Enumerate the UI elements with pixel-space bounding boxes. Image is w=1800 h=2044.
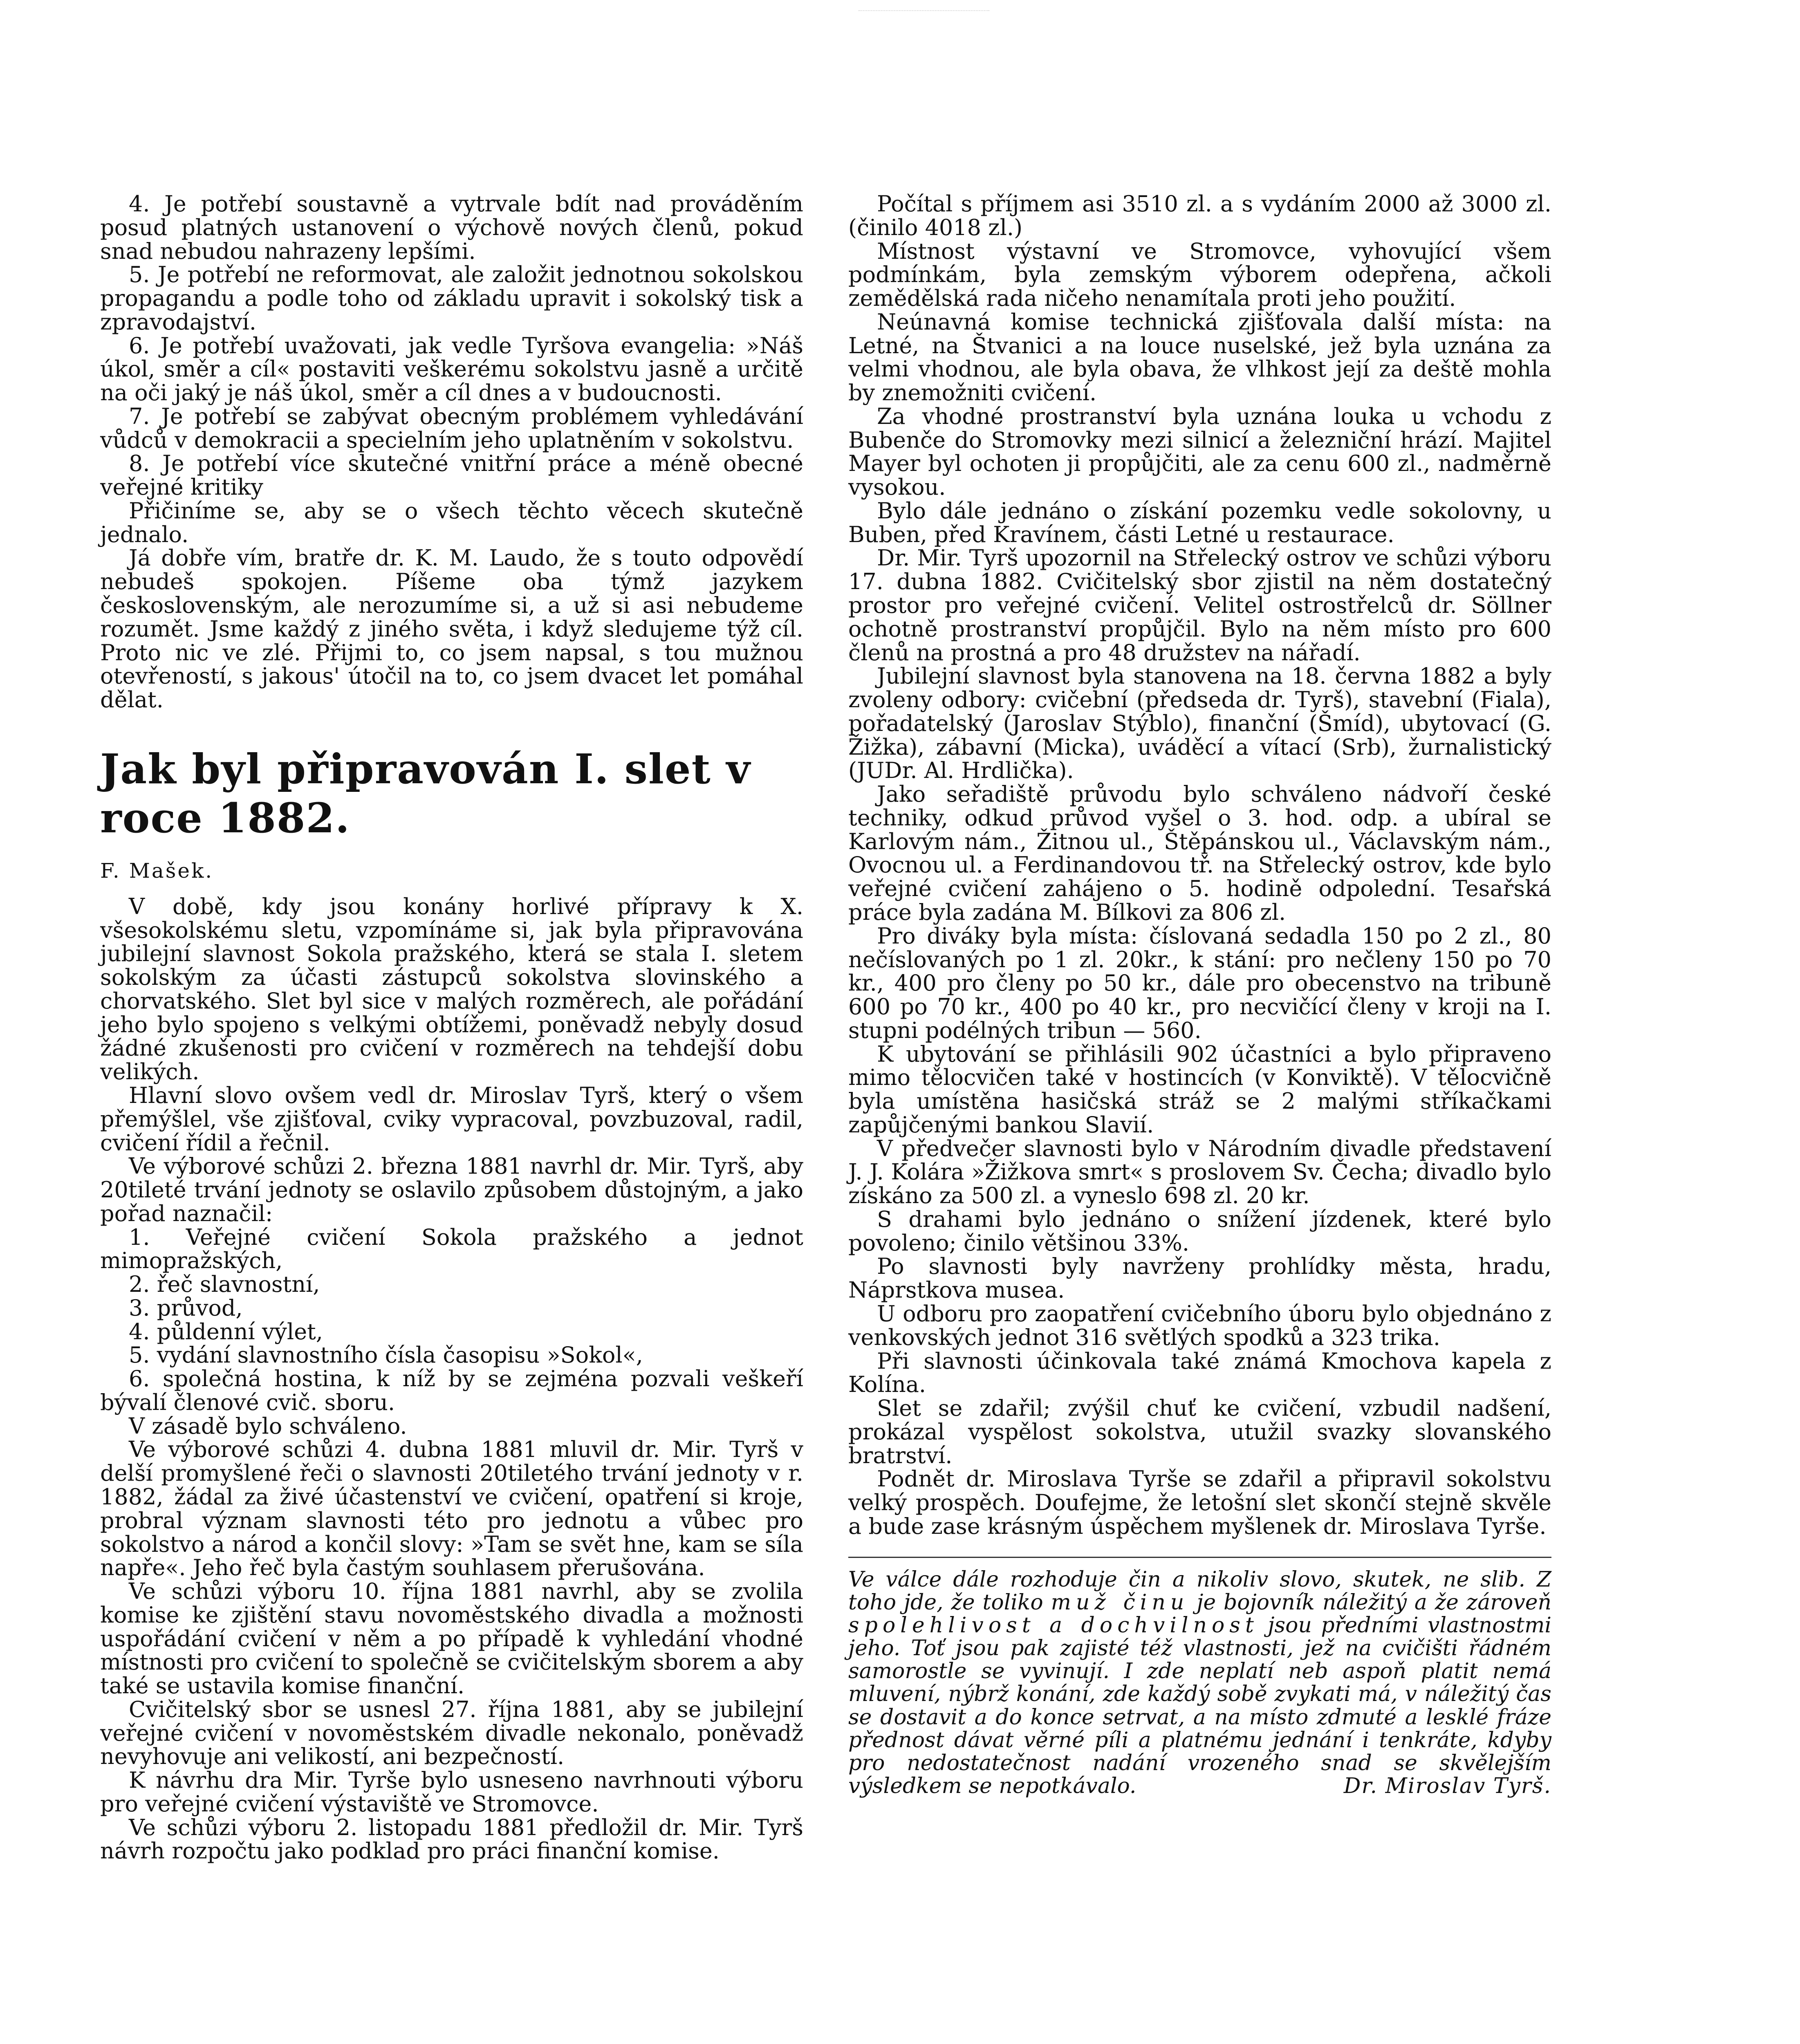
left-column: [100, 192, 803, 1863]
paragraph: Pro diváky byla místa: číslovaná sedadla 150 po 2 zl., 80 nečíslovaných po 1 zl. 20kr., k stání: pro nečleny 150 po 70 kr., 400 pro členy po 50 kr., dále pro obecenstvo na tribuně 600 po 70 kr., 400 po 40 kr., pro necvičící členy v kroji na I. stupni podélných tribun — 560.: [848, 923, 1551, 1043]
paragraph: K návrhu dra Mir. Tyrše bylo usneseno navrhnouti výboru pro veřejné cvičení výstaviště ve Stromovce.: [100, 1767, 803, 1817]
quote-emphasis: muž činu: [1051, 1590, 1189, 1615]
paragraph: Ve výborové schůzi 4. dubna 1881 mluvil dr. Mir. Tyrš v delší promyšlené řeči o slavnosti 20tiletého trvání jednoty v r. 1882, žádal za živé účastenství ve cvičení, opatření si kroje, probral význam slavnosti této pro jednotu a vůbec pro sokolstvo a národ a končil slovy: »Tam se svět hne, kam se síla napře«. Jeho řeč byla častým souhlasem přerušována.: [100, 1437, 803, 1581]
paragraph: V zásadě bylo schváleno.: [129, 1413, 407, 1439]
paragraph: S drahami bylo jednáno o snížení jízdenek, které bylo povoleno; činilo většinou 33%.: [848, 1206, 1551, 1256]
program-item: 6. společná hostina, k níž by se zejména pozvali veškeří bývalí členové cvič. sboru.: [100, 1366, 803, 1415]
paragraph: Po slavnosti byly navrženy prohlídky města, hradu, Náprstkova musea.: [848, 1253, 1551, 1303]
scan-mark: [859, 10, 989, 27]
paragraph: V předvečer slavnosti bylo v Národním divadle představení J. J. Kolára »Žižkova smrt« s proslovem Sv. Čecha; divadlo bylo získáno za 500 zl. a vyneslo 698 zl. 20 kr.: [848, 1135, 1551, 1209]
list-item: 8. Je potřebí více skutečné vnitřní práce a méně obecné veřejné kritiky: [100, 450, 803, 500]
paragraph: Jubilejní slavnost byla stanovena na 18. června 1882 a byly zvoleny odbory: cvičební (předseda dr. Tyrš), stavební (Fiala), pořadatelský (Jaroslav Stýblo), finanční (Šmíd), ubytovací (G. Žižka), zábavní (Micka), uváděcí a vítací (Srb), žurnalistický (JUDr. Al. Hrdlička).: [848, 663, 1551, 784]
quote-text: jsou předními vlastnostmi jeho. Toť jsou pak zajisté též vlastnosti, jež na cvičišti řádném samorostle se vyvinují. I zde neplatí neb aspoň platit nemá mluvení, nýbrž konání, zde každý sobě zvykati má, v náležitý čas se dostavit a do konce setrvat, a na místo zdmuté a lesklé fráze přednost dávat věrné píli a platnému jednání i tenkráte, kdyby pro nedostatečnost nadání vrozeného snad se skvělejším výsledkem se nepotkávalo.: [848, 1613, 1552, 1799]
paragraph: Dr. Mir. Tyrš upozornil na Střelecký ostrov ve schůzi výboru 17. dubna 1882. Cvičitelský sbor zjistil na něm dostatečný prostor pro veřejné cvičení. Velitel ostrostřelců dr. Söllner ochotně prostranství propůjčil. Bylo na něm místo pro 600 členů na prostná a pro 48 družstev na nářadí.: [848, 545, 1551, 666]
program-item: 2. řeč slavnostní,: [129, 1271, 320, 1298]
paragraph: Ve schůzi výboru 2. listopadu 1881 předložil dr. Mir. Tyrš návrh rozpočtu jako podklad pro práci finanční komise.: [100, 1814, 803, 1864]
paragraph: Jako seřadiště průvodu bylo schváleno nádvoří české techniky, odkud průvod vyšel o 3. hod. odp. a ubíral se Karlovým nám., Žitnou ul., Štěpánskou ul., Václavským nám., Ovocnou ul. a Ferdinandovou tř. na Střelecký ostrov, kde bylo veřejné cvičení zahájeno o 5. hodině odpolední. Tesařská práce byla zadána M. Bílkovi za 806 zl.: [848, 781, 1551, 925]
paragraph: K ubytování se přihlásili 902 účastníci a bylo připraveno mimo tělocvičen také v hostincích (v Konviktě). V tělocvičně byla umístěna hasičská stráž se 2 malými stříkačkami zapůjčenými bankou Slavií.: [848, 1041, 1551, 1138]
right-column: [848, 192, 1551, 1797]
list-item: 6. Je potřebí uvažovati, jak vedle Tyršova evangelia: »Náš úkol, směr a cíl« postaviti veškerému sokolstvu jasně a určitě na oči jaký je náš úkol, směr a cíl dnes a v budoucnosti.: [100, 332, 803, 406]
paragraph: Místnost výstavní ve Stromovce, vyhovující všem podmínkám, byla zemským výborem odepřena, ačkoli zemědělská rada ničeho nenamítala proti jeho použití.: [848, 238, 1551, 312]
list-item: 7. Je potřebí se zabývat obecným problémem vyhledávání vůdců v demokracii a specielním jeho uplatněním v sokolstvu.: [100, 403, 803, 453]
paragraph: Ve schůzi výboru 10. října 1881 navrhl, aby se zvolila komise ke zjištění stavu novoměstského divadla a možnosti uspořádání cvičení v něm a po případě k vyhledání vhodné místnosti pro cvičení to společně se cvičitelským sborem a aby také se ustavila komise finanční.: [100, 1578, 803, 1699]
paragraph: U odboru pro zaopatření cvičebního úboru bylo objednáno z venkovských jednot 316 světlých spodků a 323 trika.: [848, 1300, 1551, 1350]
paragraph: V době, kdy jsou konány horlivé přípravy k X. všesokolskému sletu, vzpomínáme si, jak byla připravována jubilejní slavnost Sokola pražského, která se stala I. sletem sokolským za účasti zástupců sokolstva slovinského a chorvatského. Slet byl sice v malých rozměrech, ale pořádání jeho bylo spojeno s velkými obtížemi, poněvadž nebyly dosud žádné zkušenosti pro cvičení v rozměrech na tehdejší dobu velikých.: [100, 893, 803, 1085]
paragraph: Podnět dr. Miroslava Tyrše se zdařil a připravil sokolstvu velký prospěch. Doufejme, že letošní slet skončí stejně skvěle a bude zase krásným úspěchem myšlenek dr. Miroslava Tyrše.: [848, 1466, 1551, 1539]
list-item: 5. Je potřebí ne reformovat, ale založit jednotnou sokolskou propagandu a podle toho od základu upravit i sokolský tisk a zpravodajství.: [100, 262, 803, 335]
paragraph: Za vhodné prostranství byla uznána louka u vchodu z Bubenče do Stromovky mezi silnicí a železniční hrází. Majitel Mayer byl ochoten ji propůjčiti, ale za cenu 600 zl., nadměrně vysokou.: [848, 403, 1551, 500]
program-item: 4. půldenní výlet,: [129, 1318, 323, 1345]
quote-text: je bojovník náležitý a že zároveň: [1197, 1590, 1552, 1615]
list-item: 4. Je potřebí soustavně a vytrvale bdít nad prováděním posud platných ustanovení o výchově nových členů, pokud snad nebudou nahrazeny lepšími.: [100, 191, 803, 264]
paragraph: Neúnavná komise technická zjišťovala další místa: na Letné, na Štvanici a na louce nuselské, jež byla uznána za velmi vhodnou, ale byla obava, že vlhkost její za deště mohla by znemožniti cvičení.: [848, 309, 1551, 406]
program-item: 5. vydání slavnostního čísla časopisu »Sokol«,: [129, 1342, 643, 1368]
quote-text: Ve válce dále rozhoduje čin a nikoliv slovo, skutek, ne slib. Z toho jde, že toliko: [848, 1567, 1551, 1615]
paragraph: Bylo dále jednáno o získání pozemku vedle sokolovny, u Buben, před Kravínem, části Letné u restaurace.: [848, 498, 1551, 547]
paragraph: Hlavní slovo ovšem vedl dr. Miroslav Tyrš, který o všem přemýšlel, vše zjišťoval, cviky vypracoval, povzbuzoval, radil, cvičení řídil a řečnil.: [100, 1082, 803, 1156]
paragraph: Slet se zdařil; zvýšil chuť ke cvičení, vzbudil nadšení, prokázal vyspělost sokolstva, utužil svazky slovanského bratrství.: [848, 1395, 1551, 1468]
paragraph: Při slavnosti účinkovala také známá Kmochova kapela z Kolína.: [848, 1348, 1551, 1398]
paragraph: Přičiníme se, aby se o všech těchto věcech skutečně jednalo.: [100, 498, 803, 547]
article-author: F. Mašek.: [100, 858, 214, 883]
paragraph: Ve výborové schůzi 2. března 1881 navrhl dr. Mir. Tyrš, aby 20tileté trvání jednoty se oslavilo způsobem důstojným, a jako pořad naznačil:: [100, 1153, 803, 1226]
program-item: 1. Veřejné cvičení Sokola pražského a jednot mimopražských,: [100, 1224, 803, 1274]
paragraph: Počítal s příjmem asi 3510 zl. a s vydáním 2000 až 3000 zl. (činilo 4018 zl.): [848, 191, 1551, 240]
program-item: 3. průvod,: [129, 1295, 243, 1321]
quote-emphasis: spolehlivost a dochvilnost: [848, 1613, 1259, 1638]
paragraph: Já dobře vím, bratře dr. K. M. Laudo, že s touto odpovědí nebudeš spokojen. Píšeme oba týmž jazykem československým, ale nerozumíme si, a už si asi nebudeme rozumět. Jsme každý z jiného světa, i když sledujeme týž cíl. Proto nic ve zlé. Přijmi to, co jsem napsal, s tou mužnou otevřeností, s jakous' útočil na to, co jsem dvacet let pomáhal dělat.: [100, 545, 803, 713]
paragraph: Cvičitelský sbor se usnesl 27. října 1881, aby se jubilejní veřejné cvičení v novoměstském divadle nekonalo, poněvadž nevyhovuje ani velikostí, ani bezpečností.: [100, 1696, 803, 1770]
quote-signature: Dr. Miroslav Tyrš.: [1343, 1774, 1551, 1799]
article-heading: Jak byl připravován I. slet v roce 1882.: [100, 744, 751, 842]
tyrs-quote: [848, 1557, 1551, 1798]
